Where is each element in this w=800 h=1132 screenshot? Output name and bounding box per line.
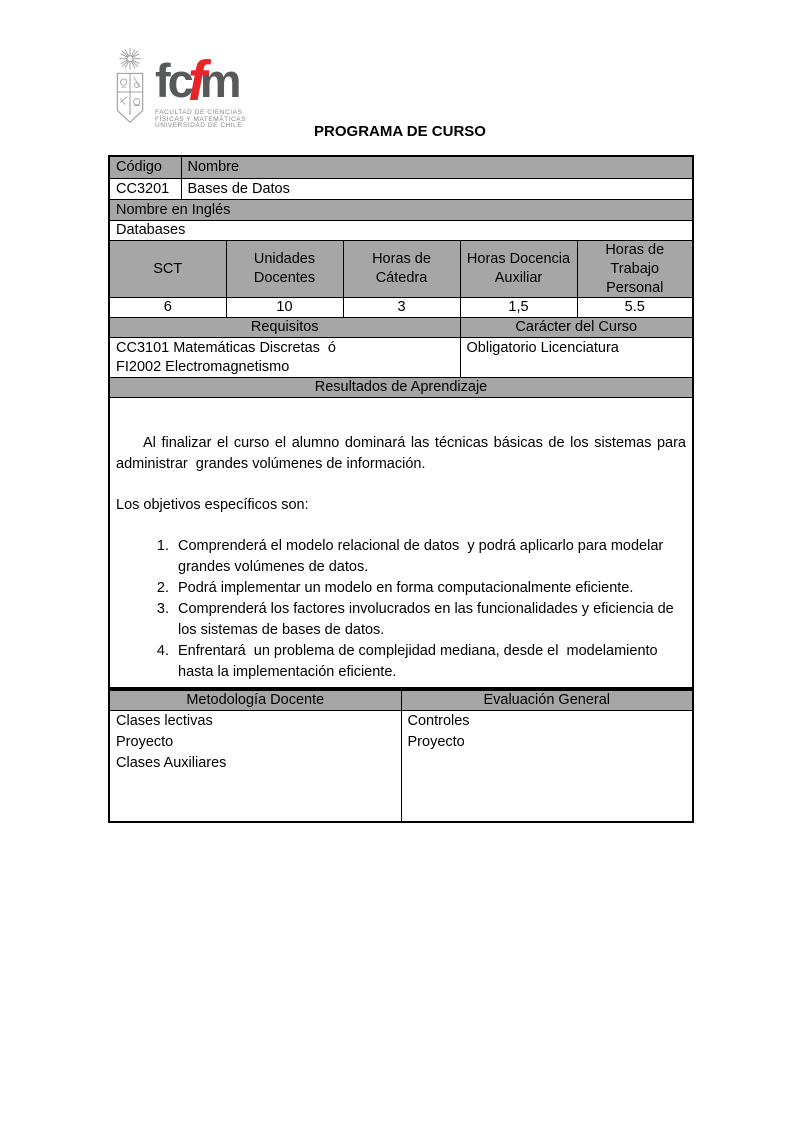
evaluacion-header-cell: Evaluación General (401, 690, 693, 710)
page-title: PROGRAMA DE CURSO (314, 123, 486, 140)
logo-caption-line: UNIVERSIDAD DE CHILE (155, 122, 243, 129)
course-info-table (108, 155, 694, 689)
codigo-value-cell: CC3201 (109, 179, 181, 200)
objective-item: 2. Podrá implementar un modelo en forma computacionalmente eficiente. (173, 578, 686, 599)
horas-catedra-header-cell: Horas de Cátedra (343, 240, 460, 298)
sct-header-cell: SCT (109, 240, 226, 298)
horas-docencia-header-cell: Horas Docencia Auxiliar (460, 240, 577, 298)
wordmark-m: m (199, 54, 239, 107)
table-row (109, 690, 693, 710)
fcfm-logo (110, 46, 246, 132)
metodologia-item: Clases lectivas (116, 712, 213, 729)
table-row (109, 156, 693, 179)
intro-paragraph: Al finalizar el curso el alumno dominará las técnicas básicas de los sistemas para administrar grandes volúmenes de información. (116, 435, 691, 473)
methodology-evaluation-table (108, 689, 694, 823)
table-row (109, 200, 693, 221)
table-row (109, 179, 693, 200)
table-row (109, 378, 693, 398)
horas-docencia-value-cell: 1,5 (460, 298, 577, 318)
logo-caption-line: FÍSICAS Y MATEMÁTICAS (155, 115, 247, 123)
objective-item: 3. Comprenderá los factores involucrados en las funcionalidades y eficiencia de los sistemas de bases de datos. (173, 599, 686, 641)
nombre-ingles-value-cell: Databases (109, 221, 693, 241)
sct-value-cell: 6 (109, 298, 226, 318)
metodologia-item: Proyecto (116, 733, 174, 750)
unidades-docentes-header-cell: Unidades Docentes (226, 240, 343, 298)
requisitos-value-cell (109, 338, 460, 378)
objective-item: 4. Enfrentará un problema de complejidad mediana, desde el modelamiento hasta la implementación eficiente. (173, 641, 686, 683)
logo-caption-line: FACULTAD DE CIENCIAS (155, 109, 243, 116)
table-row (109, 221, 693, 241)
requisitos-header-cell: Requisitos (109, 318, 460, 338)
table-row (109, 240, 693, 298)
nombre-value-cell: Bases de Datos (181, 179, 693, 200)
metodologia-list (109, 710, 401, 822)
caracter-header-cell: Carácter del Curso (460, 318, 693, 338)
table-row (109, 710, 693, 822)
unidades-docentes-value-cell: 10 (226, 298, 343, 318)
table-row (109, 298, 693, 318)
objectives-heading: Los objetivos específicos son: (116, 497, 309, 514)
objective-item: 1. Comprenderá el modelo relacional de datos y podrá aplicarlo para modelar grandes volúmenes de datos. (173, 536, 686, 578)
university-crest-icon (110, 46, 150, 132)
evaluacion-list (401, 710, 693, 822)
horas-trabajo-header-cell: Horas de Trabajo Personal (577, 240, 693, 298)
requisito-line: CC3101 Matemáticas Discretas ó (116, 340, 336, 357)
metodologia-header-cell: Metodología Docente (109, 690, 401, 710)
table-row (109, 398, 693, 689)
horas-catedra-value-cell: 3 (343, 298, 460, 318)
horas-trabajo-value-cell: 5.5 (577, 298, 693, 318)
table-row (109, 338, 693, 378)
codigo-header-cell: Código (109, 156, 181, 179)
metodologia-item: Clases Auxiliares (116, 754, 227, 771)
wordmark-red-f: f (187, 49, 204, 113)
logo-text (155, 46, 246, 130)
learning-outcomes-box (109, 398, 693, 689)
resultados-header-cell: Resultados de Aprendizaje (109, 378, 693, 398)
nombre-ingles-header-cell: Nombre en Inglés (109, 200, 693, 221)
nombre-header-cell: Nombre (181, 156, 693, 179)
caracter-value-cell: Obligatorio Licenciatura (460, 338, 693, 378)
evaluacion-item: Controles (407, 712, 470, 729)
wordmark-fc: fc (155, 54, 191, 107)
objectives-list (116, 536, 686, 683)
evaluacion-item: Proyecto (407, 733, 465, 750)
table-row (109, 318, 693, 338)
requisito-line: FI2002 Electromagnetismo (116, 359, 290, 376)
